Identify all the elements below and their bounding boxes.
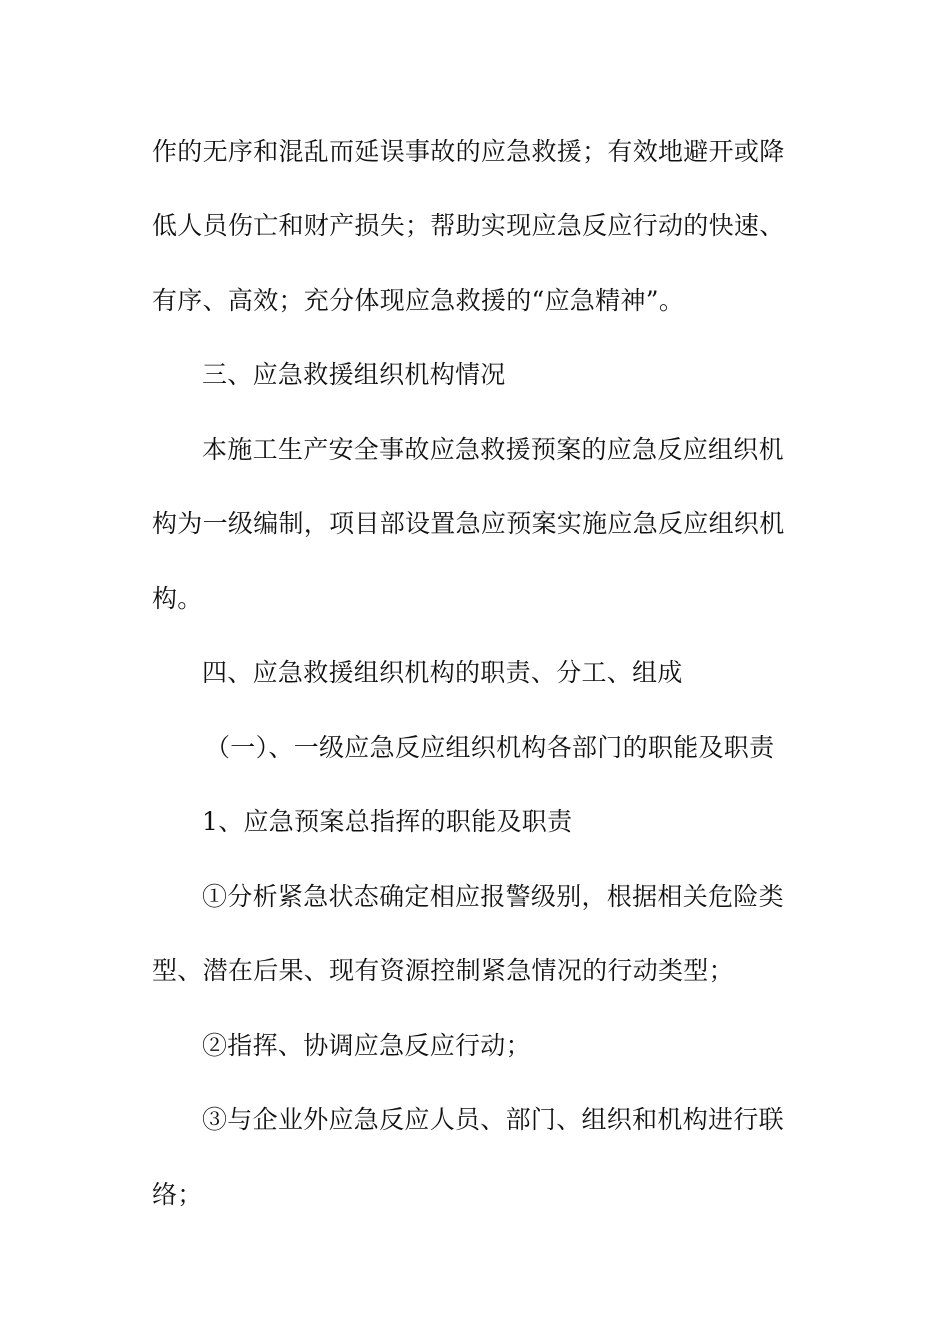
paragraph-line: 构为一级编制，项目部设置急应预案实施应急反应组织机 xyxy=(152,509,785,538)
paragraph-line: 本施工生产安全事故应急救援预案的应急反应组织机 xyxy=(202,435,784,464)
paragraph-line: 有序、高效；充分体现应急救援的“应急精神”。 xyxy=(152,286,685,315)
paragraph-line: 低人员伤亡和财产损失；帮助实现应急反应行动的快速、 xyxy=(152,211,785,240)
list-item: ②指挥、协调应急反应行动； xyxy=(202,1031,531,1060)
list-item: ③与企业外应急反应人员、部门、组织和机构进行联 xyxy=(202,1105,784,1134)
subsection-heading: （一）、一级应急反应组织机构各部门的职能及职责 xyxy=(205,733,775,762)
paragraph-line: 构。 xyxy=(152,584,203,613)
item-heading: 1、应急预案总指挥的职能及职责 xyxy=(202,807,573,836)
list-item-continuation: 络； xyxy=(152,1180,203,1209)
list-item: ①分析紧急状态确定相应报警级别，根据相关危险类 xyxy=(202,882,784,911)
list-item-continuation: 型、潜在后果、现有资源控制紧急情况的行动类型； xyxy=(152,956,734,985)
section-heading: 四、应急救援组织机构的职责、分工、组成 xyxy=(202,658,683,687)
paragraph-line: 作的无序和混乱而延误事故的应急救援；有效地避开或降 xyxy=(152,137,785,166)
section-heading: 三、应急救援组织机构情况 xyxy=(202,360,506,389)
